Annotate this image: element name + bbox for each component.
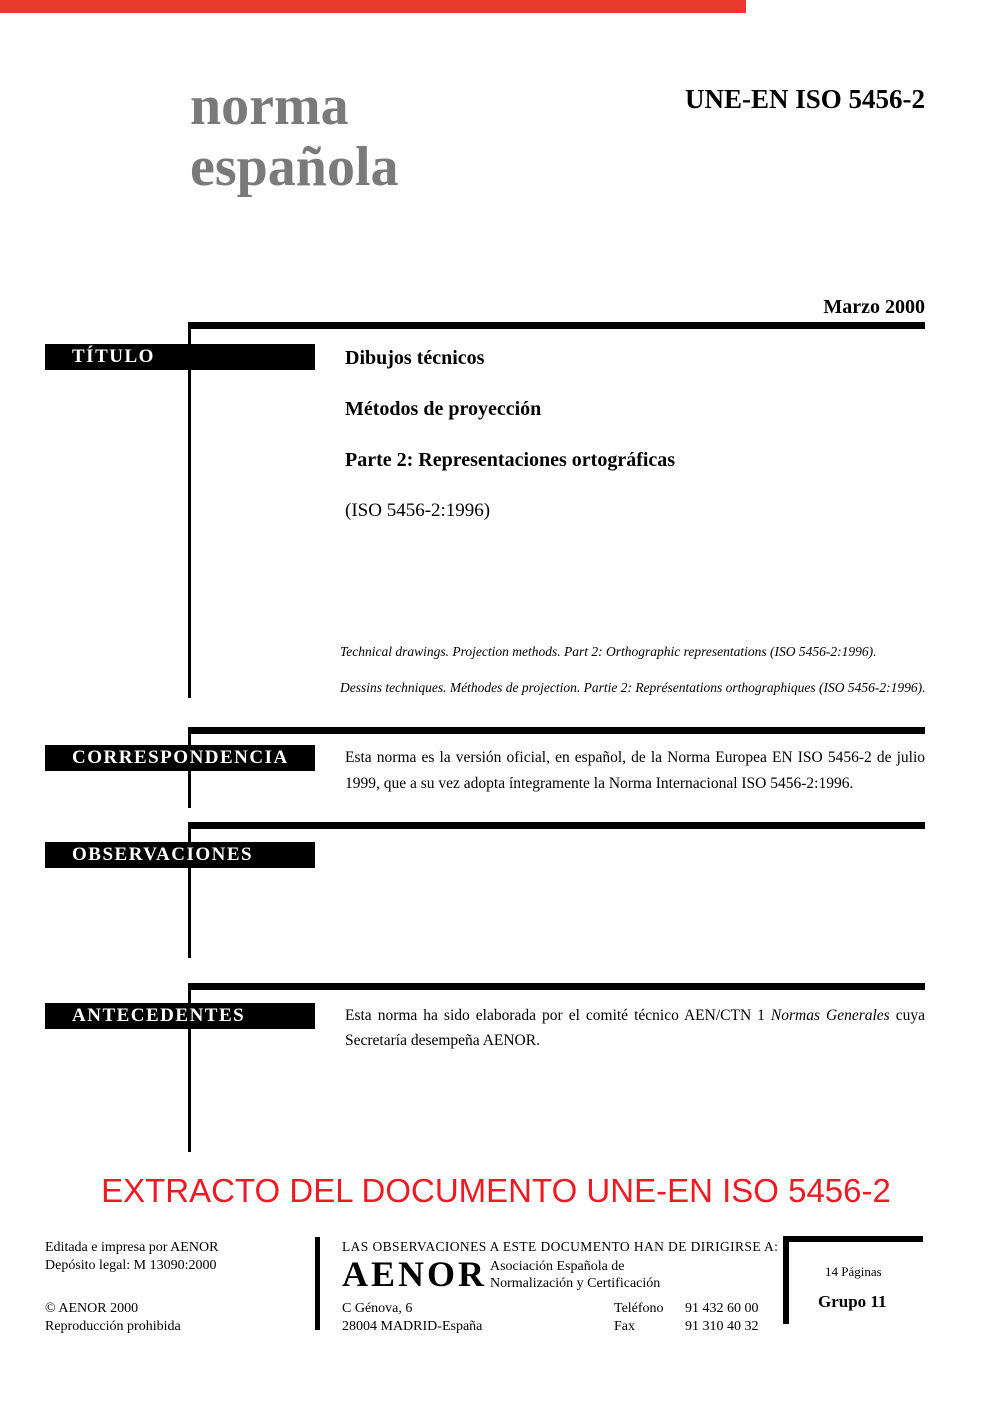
footer-divider	[315, 1237, 320, 1330]
observaciones-label: OBSERVACIONES	[45, 842, 315, 868]
aenor-logo: AENOR	[342, 1254, 488, 1294]
org-name-line-2: Normalización y Certificación	[490, 1276, 661, 1291]
titulo-vertical-rule	[188, 322, 191, 698]
correspondencia-label: CORRESPONDENCIA	[45, 745, 315, 771]
titulo-label: TÍTULO	[45, 344, 315, 370]
legal-deposit-line: Depósito legal: M 13090:2000	[45, 1258, 217, 1273]
address-line-1: C Génova, 6	[342, 1301, 413, 1316]
antecedentes-top-rule	[188, 983, 925, 990]
fax-value: 91 310 40 32	[685, 1319, 759, 1334]
antecedentes-text	[345, 1003, 925, 1053]
top-red-strip	[0, 0, 746, 13]
copyright-line: © AENOR 2000	[45, 1301, 139, 1316]
brand-line-1: norma	[190, 75, 349, 137]
title-translation-fr: Dessins techniques. Méthodes de projection. Partie 2: Représentations orthographiques (ISO 5456-2:1996).	[340, 680, 926, 695]
issue-date: Marzo 2000	[823, 296, 925, 318]
observations-notice: LAS OBSERVACIONES A ESTE DOCUMENTO HAN DE DIRIGIRSE A:	[342, 1239, 779, 1254]
publisher-line: Editada e impresa por AENOR	[45, 1240, 219, 1255]
phone-value: 91 432 60 00	[685, 1301, 759, 1316]
reproduction-line: Reproducción prohibida	[45, 1319, 181, 1334]
title-line-2: Métodos de proyección	[345, 398, 542, 420]
antecedentes-text-before: Esta norma ha sido elaborada por el comité técnico AEN/CTN 1	[345, 1007, 771, 1024]
phone-label: Teléfono	[614, 1301, 664, 1316]
group-label: Grupo 11	[818, 1292, 887, 1311]
org-name-line-1: Asociación Española de	[490, 1259, 625, 1274]
fax-label: Fax	[614, 1319, 635, 1334]
title-line-4: (ISO 5456-2:1996)	[345, 500, 491, 521]
correspondencia-top-rule	[188, 727, 925, 734]
pages-bracket-horizontal	[783, 1236, 923, 1242]
title-translation-en: Technical drawings. Projection methods. Part 2: Orthographic representations (ISO 5456-2:1996).	[340, 644, 877, 659]
observaciones-top-rule	[188, 822, 925, 829]
brand-line-2: española	[190, 136, 399, 198]
page-count: 14 Páginas	[825, 1264, 882, 1279]
correspondencia-text: Esta norma es la versión oficial, en español, de la Norma Europea EN ISO 5456-2 de julio 1999, que a su vez adopta íntegramente la Norma Internacional ISO 5456-2:1996.	[345, 749, 925, 792]
pages-bracket-vertical	[783, 1236, 789, 1324]
titulo-top-rule	[188, 322, 925, 329]
brand-wordmark	[190, 76, 399, 198]
title-line-1: Dibujos técnicos	[345, 347, 485, 369]
antecedentes-text-italic: Normas Generales	[770, 1007, 890, 1024]
standard-code: UNE-EN ISO 5456-2	[684, 84, 925, 114]
antecedentes-text-after: cuya Secretaría desempeña AENOR.	[345, 1007, 925, 1049]
title-line-3: Parte 2: Representaciones ortográficas	[345, 449, 676, 471]
address-line-2: 28004 MADRID-España	[342, 1319, 483, 1334]
extract-banner: EXTRACTO DEL DOCUMENTO UNE-EN ISO 5456-2	[101, 1172, 891, 1209]
antecedentes-label: ANTECEDENTES	[45, 1003, 315, 1029]
